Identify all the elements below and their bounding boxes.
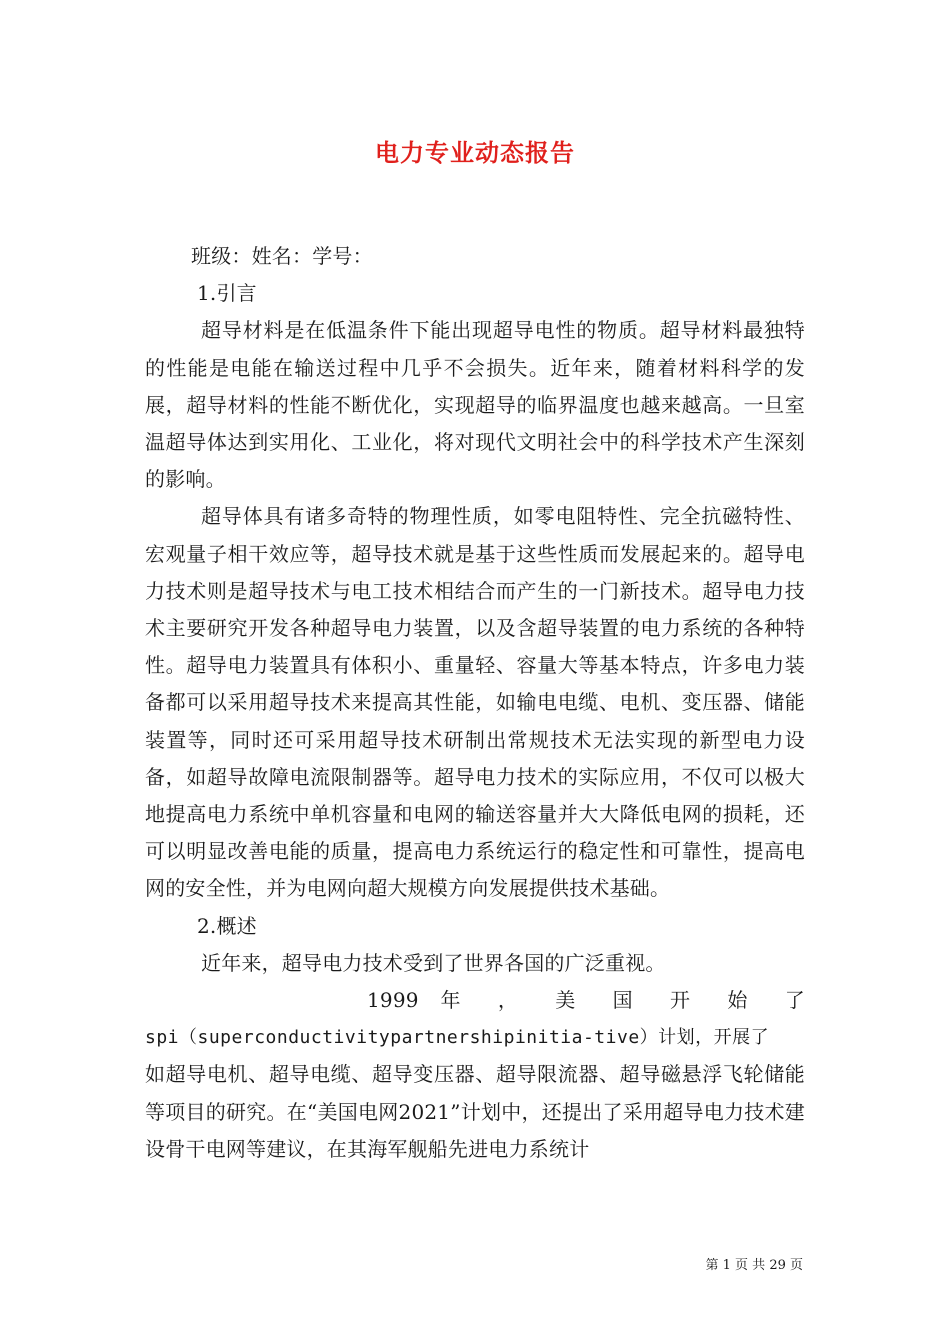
paragraph-superconducting-power-technology: 超导体具有诸多奇特的物理性质，如零电阻特性、完全抗磁特性、宏观量子相干效应等，超导技术就是基于这些性质而发展起来的。超导电力技术则是超导技术与电工技术相结合而产生的一门新技术。超导电力技术主要研究开发各种超导电力装置，以及含超导装置的电力系统的各种特性。超导电力装置具有体积小、重量轻、容量大等基本特点，许多电力装备都可以采用超导技术来提高其性能，如输电电缆、电机、变压器、储能装置等，同时还可采用超导技术研制出常规技术无法实现的新型电力设备，如超导故障电流限制器等。超导电力技术的实际应用，不仅可以极大地提高电力系统中单机容量和电网的输送容量并大大降低电网的损耗，还可以明显改善电能的质量，提高电力系统运行的稳定性和可靠性，提高电网的安全性，并为电网向超大规模方向发展提供技术基础。 — [145, 504, 805, 901]
document-title: 电力专业动态报告 — [375, 138, 575, 167]
paragraph-us-program-line1: 1999 年 ， 美 国 开 始 了 — [367, 988, 805, 1013]
paragraph-us-program-continued: 如超导电机、超导电缆、超导变压器、超导限流器、超导磁悬浮飞轮储能等项目的研究。在“美国电网2021”计划中，还提出了采用超导电力技术建设骨干电网等建议，在其海军舰船先进电力系统计 — [145, 1062, 805, 1161]
student-info-line: 班级：姓名：学号： — [191, 244, 373, 268]
section-heading-introduction: 1.引言 — [197, 281, 257, 306]
document-body — [145, 238, 805, 1168]
paragraph-superconducting-materials: 超导材料是在低温条件下能出现超导电性的物质。超导材料最独特的性能是电能在输送过程中几乎不会损失。近年来，随着材料科学的发展，超导材料的性能不断优化，实现超导的临界温度也越来越高。一旦室温超导体达到实用化、工业化，将对现代文明社会中的科学技术产生深刻的影响。 — [145, 318, 805, 492]
paragraph-us-program-line2: spi（superconductivitypartnershipinitia-tive）计划，开展了 — [145, 1027, 770, 1049]
paragraph-worldwide-attention: 近年来，超导电力技术受到了世界各国的广泛重视。 — [201, 950, 666, 975]
page-number-footer: 第 1 页 共 29 页 — [705, 1258, 803, 1273]
section-heading-overview: 2.概述 — [197, 913, 257, 938]
